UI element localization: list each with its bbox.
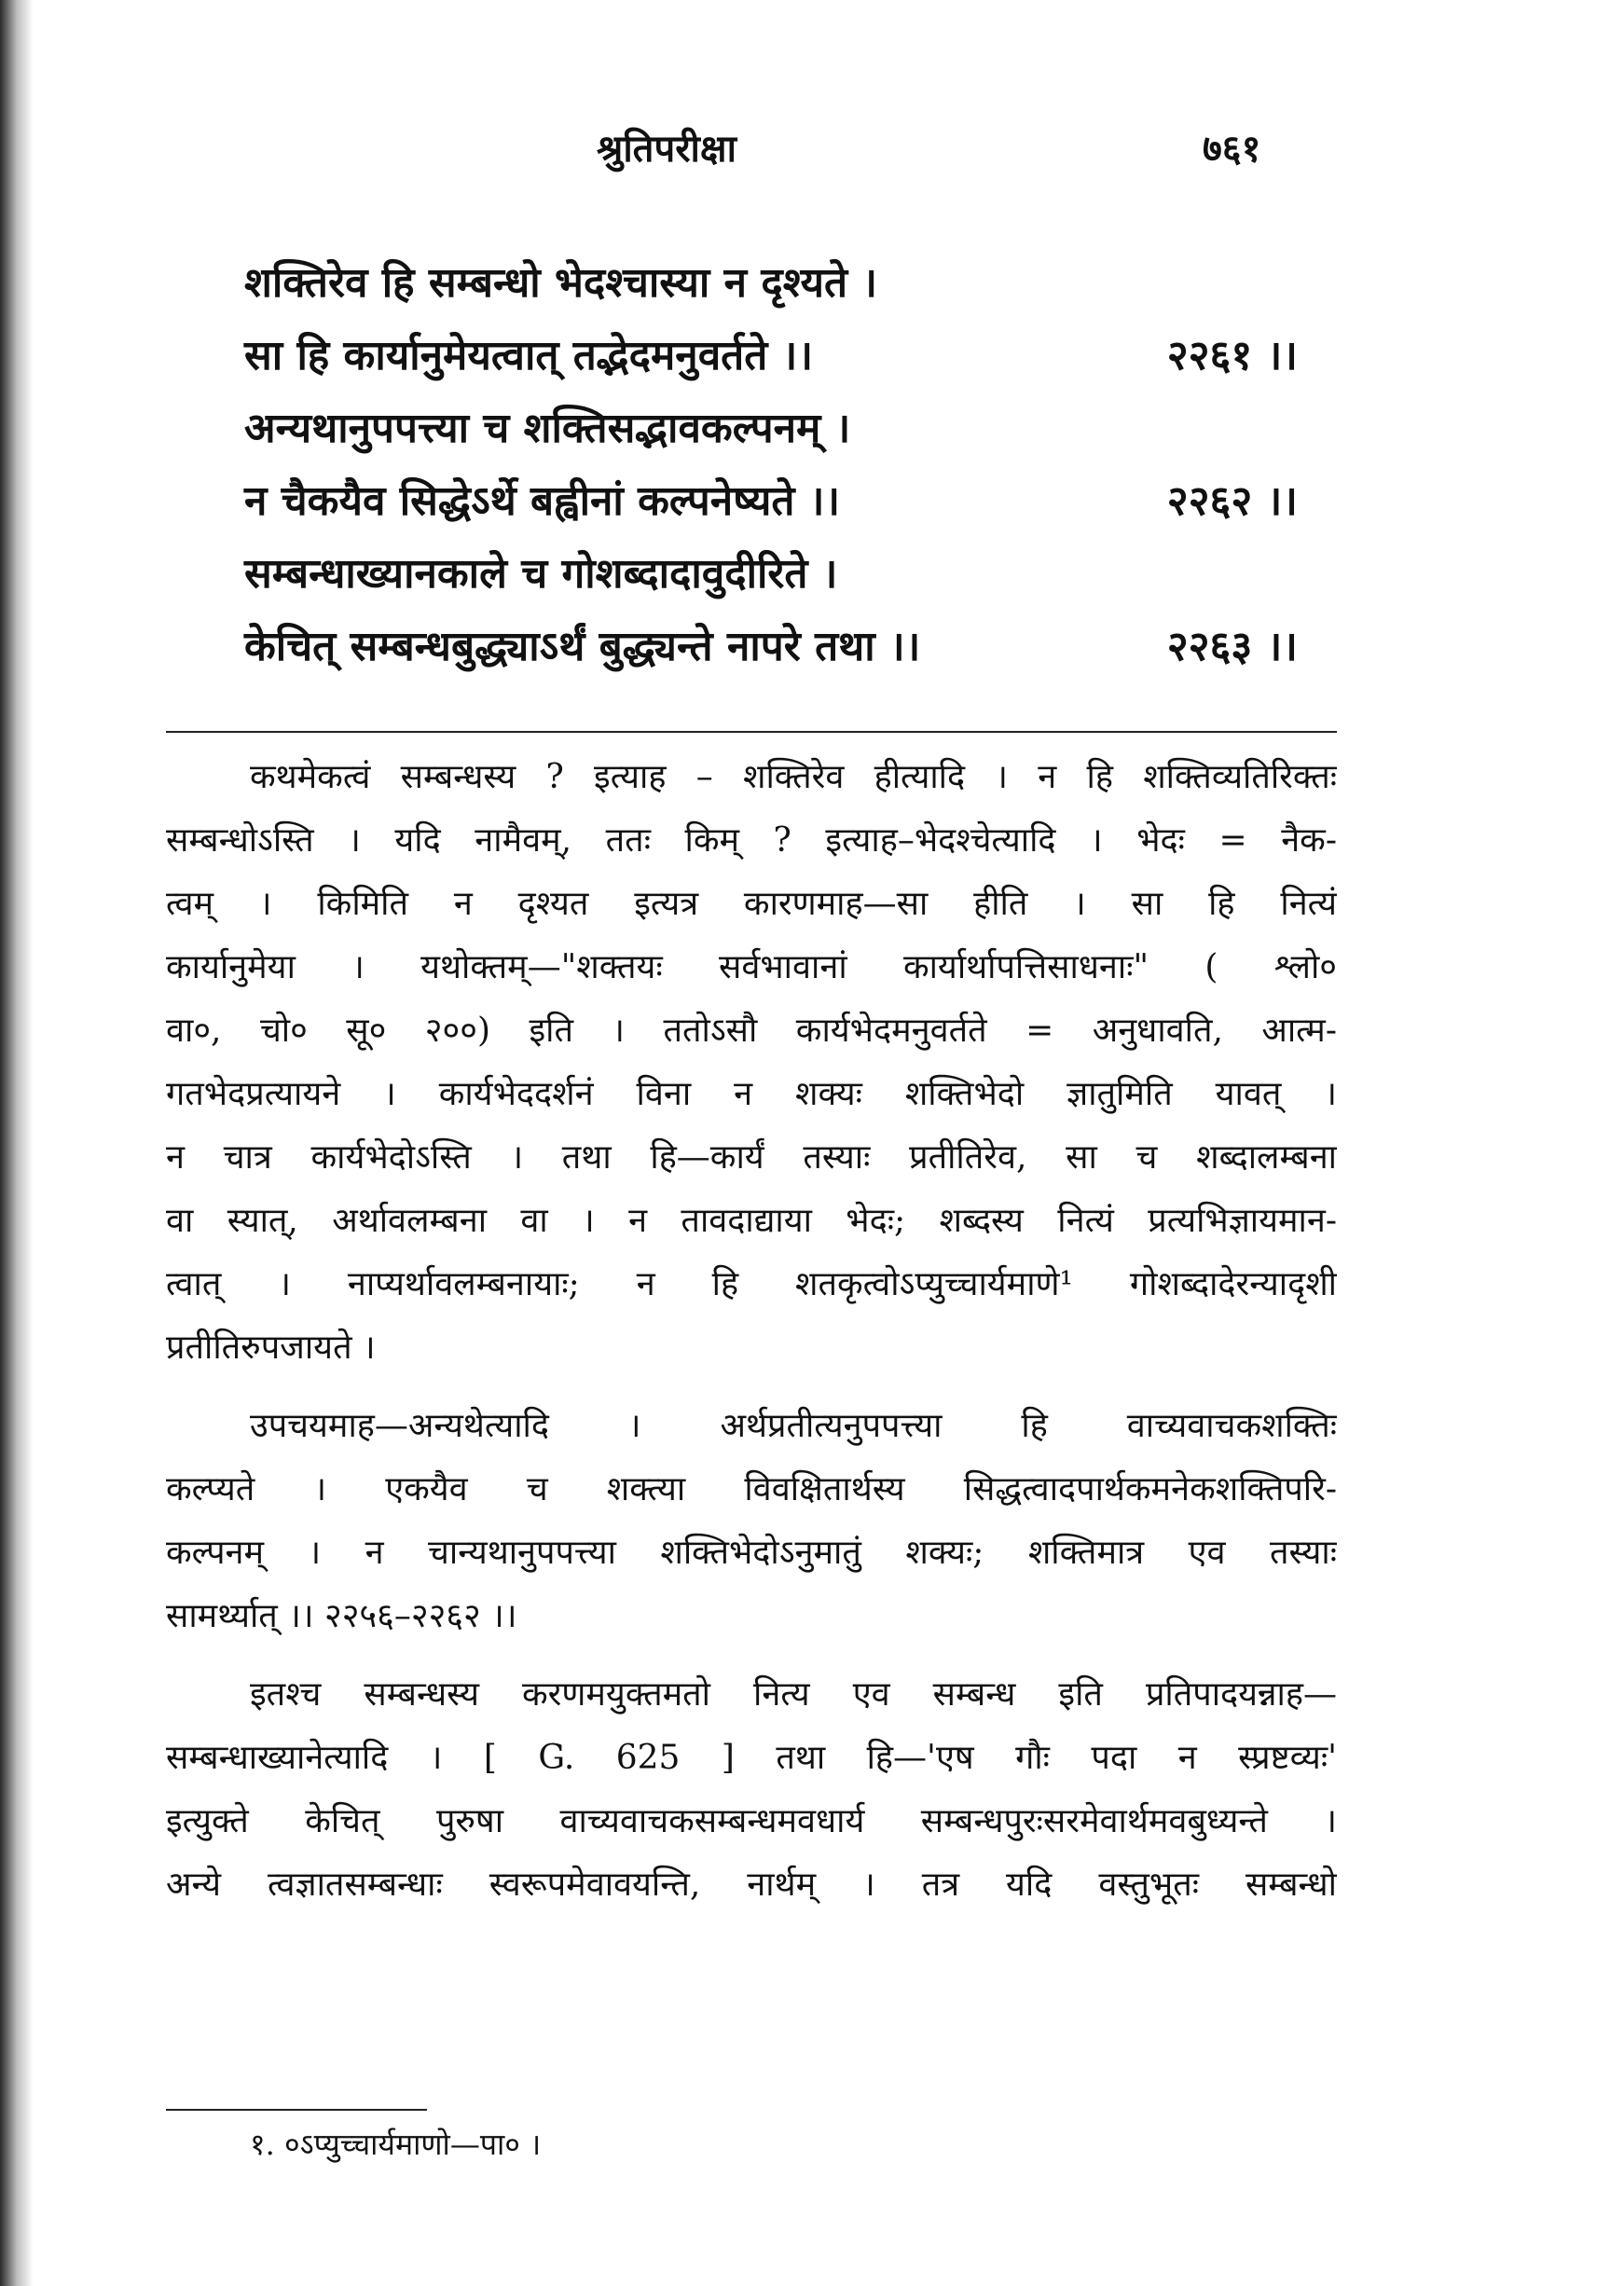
commentary-block <box>166 746 1337 1917</box>
verse-text: सम्बन्धाख्यानकाले च गोशब्दादावुदीरिते । <box>244 550 838 598</box>
commentary-line: प्रतीतिरुपजायते । <box>166 1329 376 1367</box>
commentary-paragraph <box>166 1395 1337 1648</box>
verse-line <box>244 390 1298 462</box>
verse-block <box>244 244 1298 681</box>
verse-text: केचित् सम्बन्धबुद्ध्याऽर्थं बुद्ध्यन्ते नापरे तथा ।। <box>244 623 921 670</box>
commentary-paragraph <box>166 746 1337 1380</box>
commentary-paragraph <box>166 1663 1337 1917</box>
commentary-line: कार्यानुमेया । यथोक्तम्—"शक्तयः सर्वभावानां कार्यार्थापत्तिसाधनाः" ( श्लो० <box>166 948 1337 986</box>
page-number: ७६१ <box>1203 127 1261 171</box>
verse-number: २२६२ ।। <box>1166 477 1298 525</box>
commentary-line: सामर्थ्यात् ।। २२५६–२२६२ ।। <box>166 1597 517 1635</box>
verse-number: २२६३ ।। <box>1166 623 1298 670</box>
verse-line <box>244 608 1298 681</box>
verse-text: न चैकयैव सिद्धेऽर्थे बह्वीनां कल्पनेष्यते ।। <box>244 477 841 525</box>
verse-number: २२६१ ।। <box>1166 332 1298 379</box>
verse-line <box>244 535 1298 608</box>
commentary-line: उपचयमाह—अन्यथेत्यादि । अर्थप्रतीत्यनुपपत्त्या हि वाच्यवाचकशक्तिः <box>250 1407 1337 1445</box>
commentary-line: इतश्च सम्बन्धस्य करणमयुक्तमतो नित्य एव सम्बन्ध इति प्रतिपादयन्नाह— <box>250 1675 1337 1714</box>
verse-commentary-divider <box>166 731 1337 733</box>
verse-text: सा हि कार्यानुमेयत्वात् तद्भेदमनुवर्तते ।। <box>244 332 813 379</box>
commentary-line: गतभेदप्रत्यायने । कार्यभेददर्शनं विना न शक्यः शक्तिभेदो ज्ञातुमिति यावत् । <box>166 1075 1337 1113</box>
commentary-line: वा स्यात्, अर्थावलम्बना वा । न तावदाद्याया भेदः; शब्दस्य नित्यं प्रत्यभिज्ञायमान- <box>166 1202 1337 1240</box>
verse-line <box>244 244 1298 317</box>
commentary-line: इत्युक्ते केचित् पुरुषा वाच्यवाचकसम्बन्धमवधार्य सम्बन्धपुरःसरमेवार्थमवबुध्यन्ते । <box>166 1802 1337 1840</box>
commentary-line: सम्बन्धाख्यानेत्यादि । [ G. 625 ] तथा हि—'एष गौः पदा न स्प्रष्टव्यः' <box>166 1739 1337 1777</box>
running-title: श्रुतिपरीक्षा <box>597 127 736 171</box>
footnote-divider <box>166 2109 427 2111</box>
verse-text: अन्यथानुपपत्त्या च शक्तिसद्भावकल्पनम् । <box>244 405 851 452</box>
commentary-line: कल्पनम् । न चान्यथानुपपत्त्या शक्तिभेदोऽनुमातुं शक्यः; शक्तिमात्र एव तस्याः <box>166 1534 1337 1572</box>
commentary-line: कल्प्यते । एकयैव च शक्त्या विवक्षितार्थस्य सिद्धत्वादपार्थकमनेकशक्तिपरि- <box>166 1470 1337 1508</box>
footnote: १. ०ऽप्युच्चार्यमाणो—पा० । <box>250 2127 542 2162</box>
verse-line <box>244 462 1298 535</box>
commentary-line: न चात्र कार्यभेदोऽस्ति । तथा हि—कार्यं तस्याः प्रतीतिरेव, सा च शब्दालम्बना <box>166 1138 1337 1177</box>
commentary-line: अन्ये त्वज्ञातसम्बन्धाः स्वरूपमेवावयन्ति, नार्थम् । तत्र यदि वस्तुभूतः सम्बन्धो <box>166 1866 1337 1904</box>
commentary-line: त्वम् । किमिति न दृश्यत इत्यत्र कारणमाह—सा हीति । सा हि नित्यं <box>166 885 1337 923</box>
commentary-line: कथमेकत्वं सम्बन्धस्य ? इत्याह – शक्तिरेव हीत्यादि । न हि शक्तिव्यतिरिक्तः <box>250 758 1337 796</box>
page-header <box>0 121 1624 177</box>
verse-text: शक्तिरेव हि सम्बन्धो भेदश्चास्या न दृश्यते । <box>244 259 878 307</box>
commentary-line: वा०, चो० सू० २००) इति । ततोऽसौ कार्यभेदमनुवर्तते = अनुधावति, आत्म- <box>166 1012 1337 1050</box>
commentary-line: त्वात् । नाप्यर्थावलम्बनायाः; न हि शतकृत्वोऽप्युच्चार्यमाणे¹ गोशब्दादेरन्यादृशी <box>166 1265 1337 1303</box>
commentary-line: सम्बन्धोऽस्ति । यदि नामैवम्, ततः किम् ? इत्याह–भेदश्चेत्यादि । भेदः = नैक- <box>166 821 1337 860</box>
verse-line <box>244 317 1298 390</box>
